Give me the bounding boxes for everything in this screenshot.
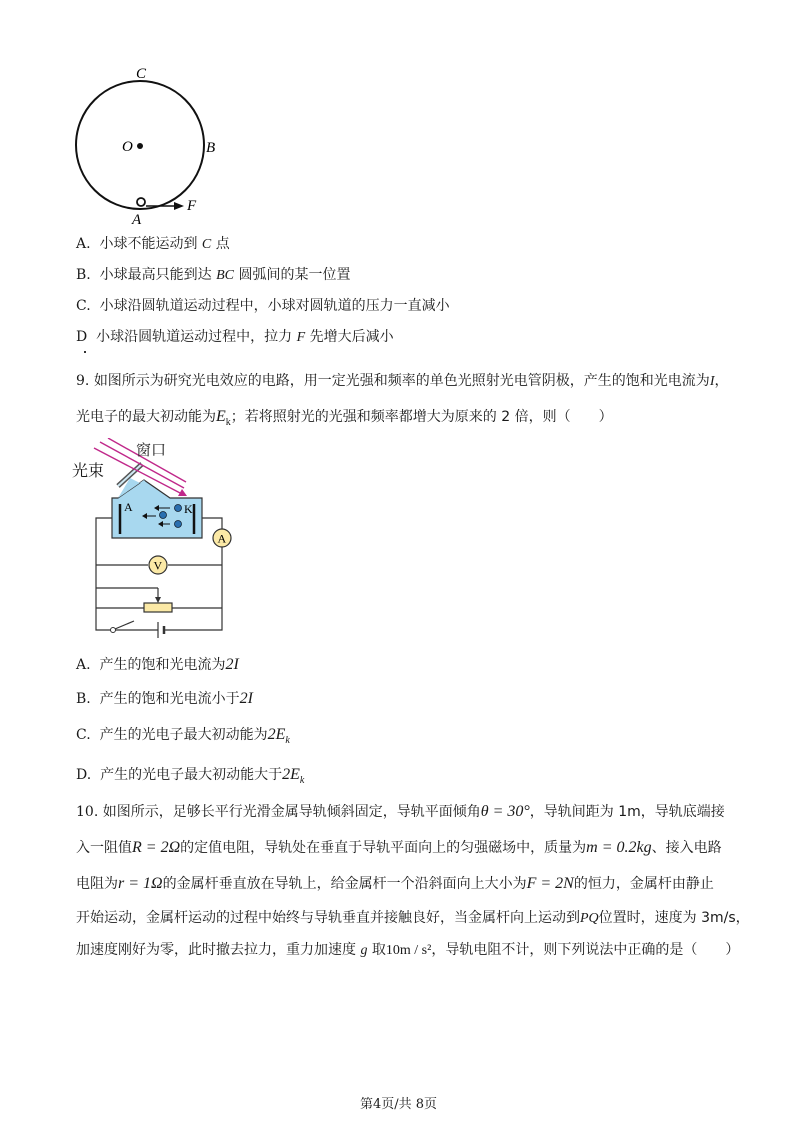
q8-option-a: A. 小球不能运动到 C 点: [76, 236, 230, 252]
q9-line-1: 9. 如图所示为研究光电效应的电路，用一定光强和频率的单色光照射光电管阴极，产生的饱和光电流为I，: [76, 373, 729, 389]
cathode-label: K: [184, 502, 193, 516]
rheostat: [144, 603, 172, 612]
label-a: A: [132, 212, 142, 228]
page-footer: 第4页/共 8页: [360, 1097, 438, 1112]
electron-2: [160, 512, 167, 519]
q10-line-5: 加速度刚好为零，此时撤去拉力，重力加速度 g 取10m / s²，导轨电阻不计，则下列说法中正确的是（ ）: [76, 942, 740, 958]
q9-option-c: C. 产生的光电子最大初动能为$2E_k$: [76, 726, 290, 746]
label-c: C: [136, 66, 147, 82]
q10-line-2: 入一阻值R = 2Ω的定值电阻，导轨处在垂直于导轨平面向上的匀强磁场中，质量为m = 0.2kg、接入电路: [76, 839, 722, 856]
q8-option-b: B. 小球最高只能到达 BC 圆弧间的某一位置: [76, 267, 351, 283]
circle-track-figure: [60, 60, 240, 230]
q10-line-3: 电阻为r = 1Ω的金属杆垂直放在导轨上，给金属杆一个沿斜面向上大小为F = 2N的恒力，金属杆由静止: [76, 875, 714, 892]
anode-label: A: [124, 500, 133, 514]
q9-line-2: 光电子的最大初动能为$E_k$；若将照射光的光强和频率都增大为原来的 2 倍，则（ ）: [76, 408, 613, 428]
q10-line-4: 开始运动，金属杆运动的过程中始终与导轨垂直并接触良好，当金属杆向上运动到PQ位置时，速度为 3m/s，: [76, 910, 750, 926]
force-arrowhead: [174, 202, 184, 210]
label-b: B: [206, 140, 216, 156]
switch-terminal: [111, 628, 116, 633]
window-label: 窗口: [136, 441, 167, 459]
electron-1: [175, 505, 182, 512]
label-f: F: [187, 198, 197, 214]
ammeter-label: A: [217, 531, 227, 546]
q9-option-a: A. 产生的饱和光电流为2I: [76, 656, 239, 673]
q8-option-c: C. 小球沿圆轨道运动过程中，小球对圆轨道的压力一直减小: [76, 298, 450, 314]
voltmeter-label: V: [153, 558, 163, 573]
q9-option-b: B. 产生的饱和光电流小于2I: [76, 690, 253, 707]
beam-label: 光束: [72, 461, 105, 480]
stray-dot: [84, 351, 86, 353]
q8-option-d: D 小球沿圆轨道运动过程中，拉力 F 先增大后减小: [76, 329, 394, 345]
q10-line-1: 10. 如图所示，足够长平行光滑金属导轨倾斜固定，导轨平面倾角θ = 30°，导轨间距为 1m，导轨底端接: [76, 803, 725, 820]
label-o: O: [122, 139, 133, 155]
ball: [137, 198, 145, 206]
center-point: [137, 143, 143, 149]
electron-3: [175, 521, 182, 528]
q9-option-d: D. 产生的光电子最大初动能大于$2E_k$: [76, 766, 305, 786]
switch: [115, 621, 134, 629]
